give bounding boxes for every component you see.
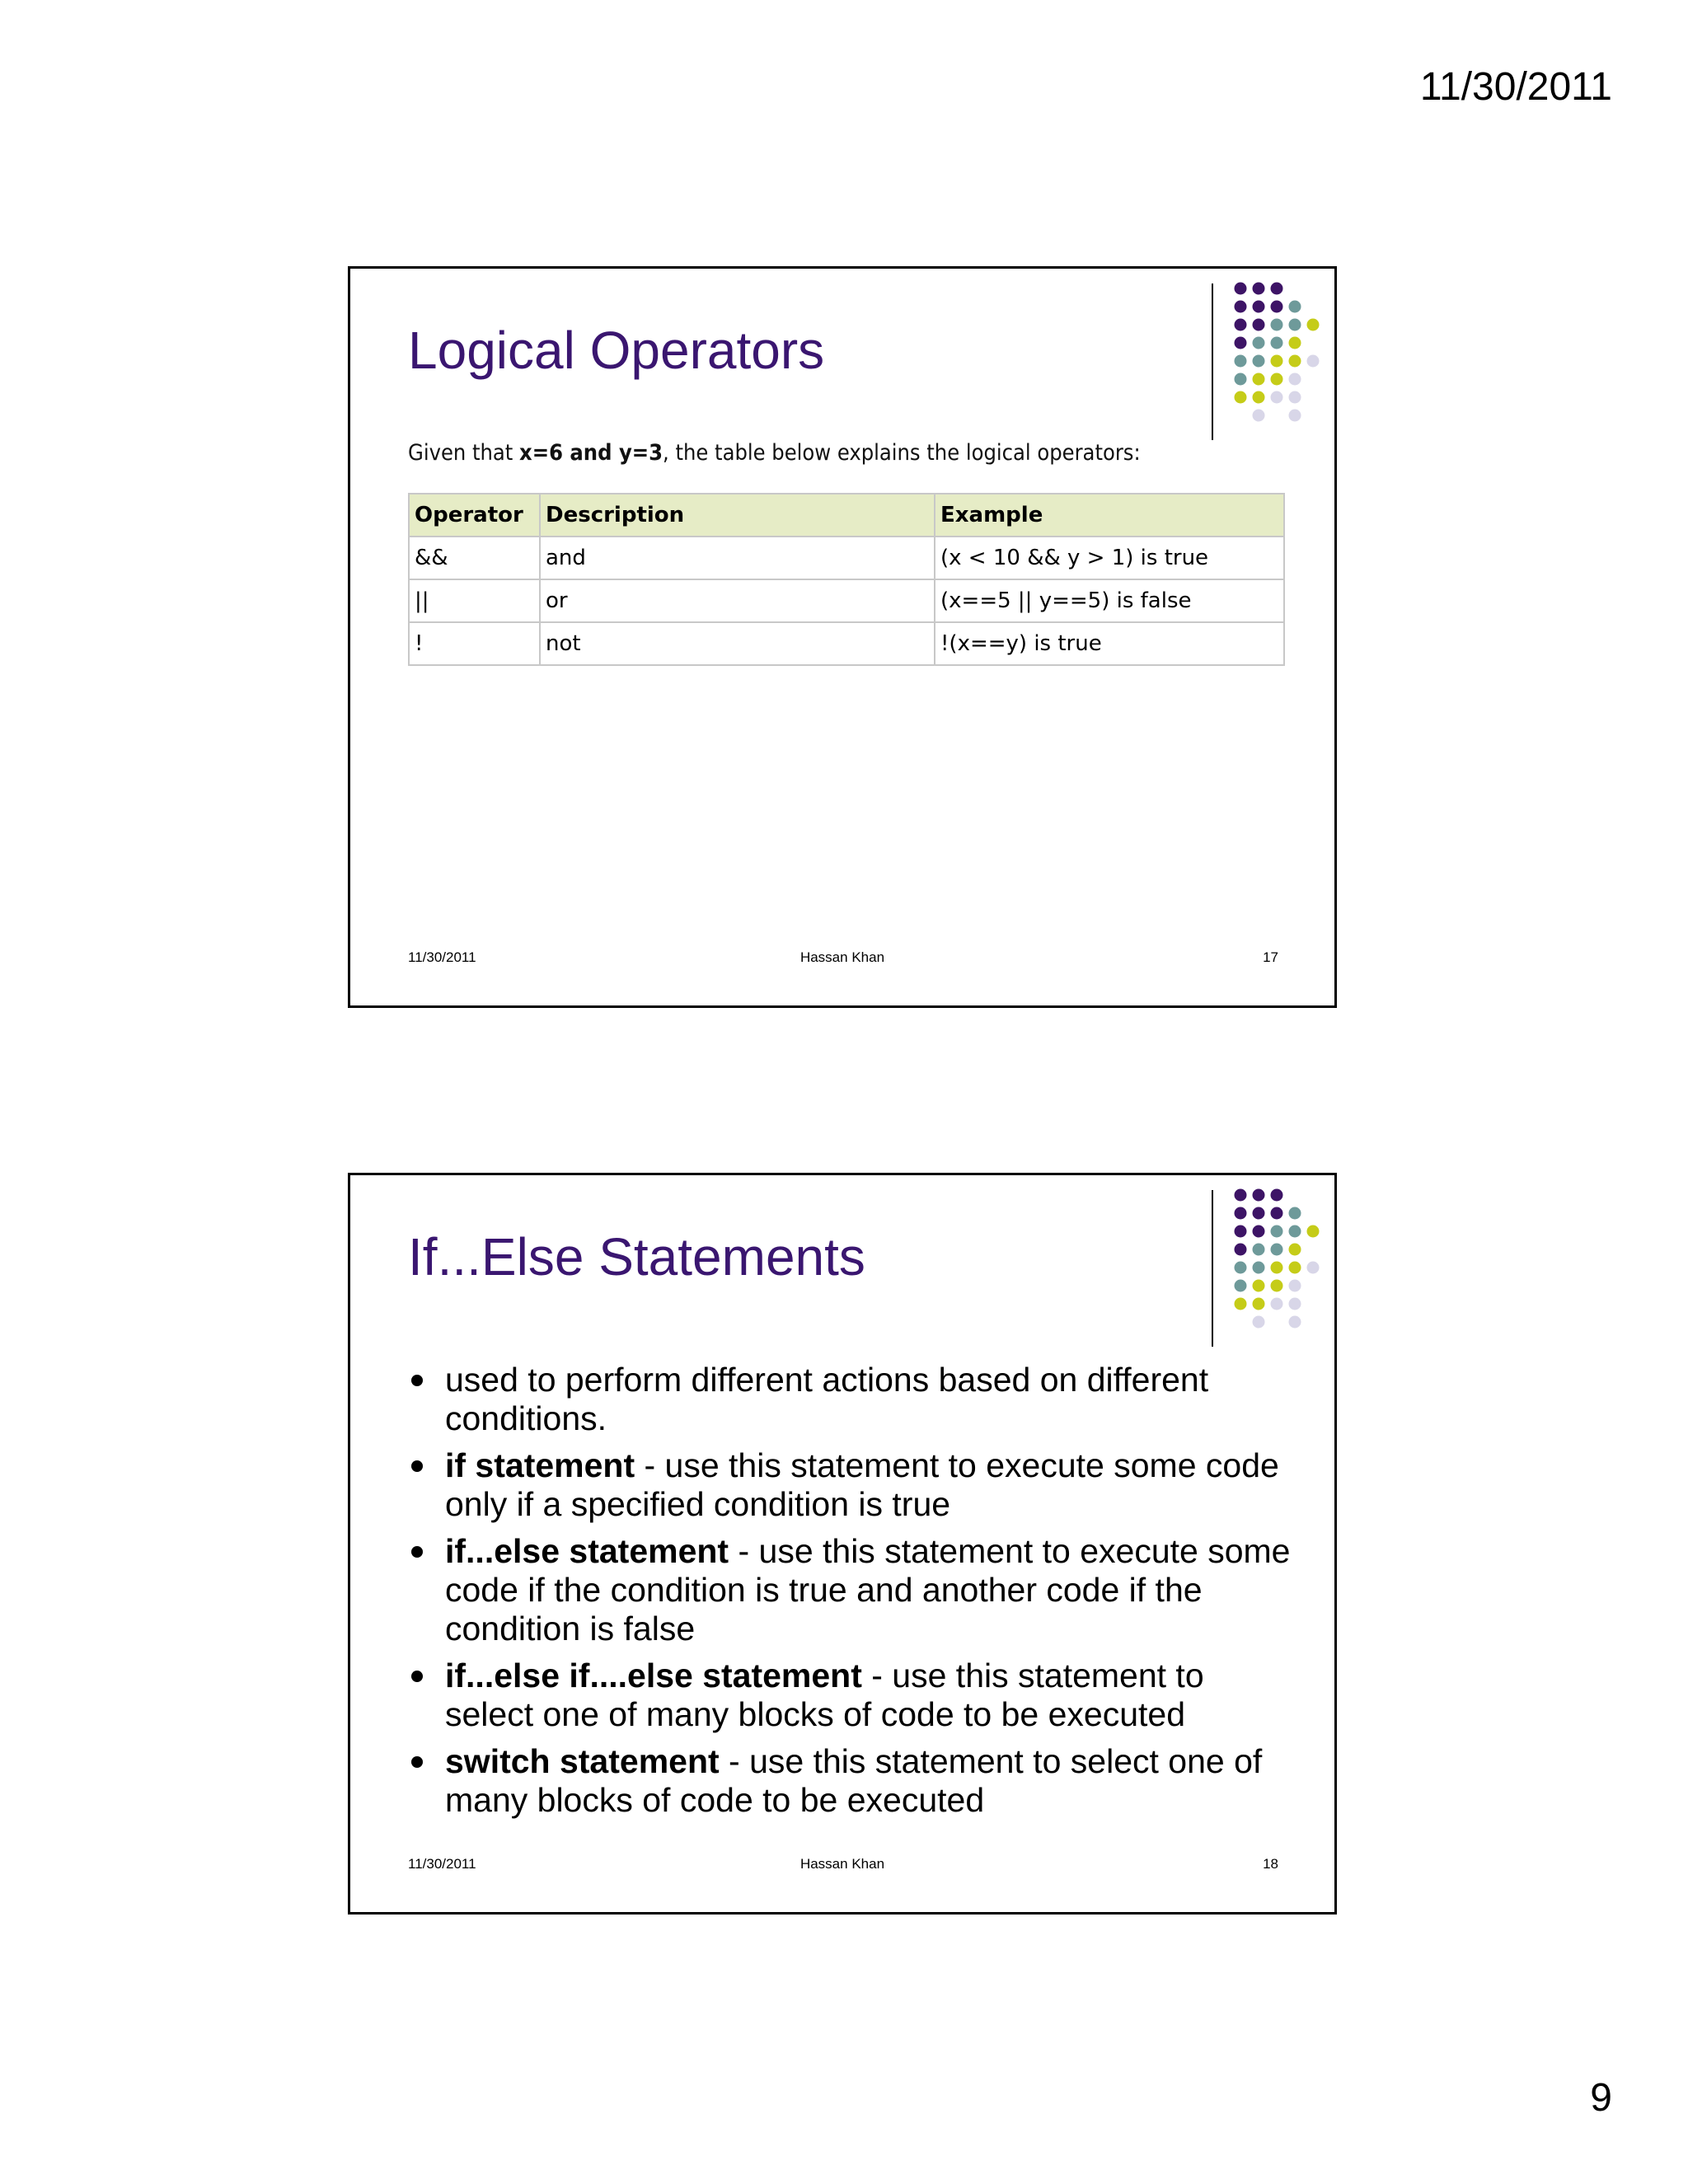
- decorative-dot: [1235, 1262, 1247, 1274]
- decorative-dot: [1253, 1207, 1265, 1220]
- decorative-dot: [1253, 1244, 1265, 1256]
- decorative-dot: [1307, 319, 1320, 331]
- decorative-dot: [1307, 355, 1320, 368]
- list-item: used to perform different actions based on different conditions.: [408, 1361, 1298, 1438]
- decorative-dot: [1271, 1262, 1283, 1274]
- page-number: 9: [1590, 2076, 1612, 2120]
- decorative-dot: [1235, 373, 1247, 386]
- decorative-dot: [1289, 1280, 1301, 1292]
- decorative-dot: [1235, 391, 1247, 404]
- decorative-dot: [1271, 1280, 1283, 1292]
- decorative-dot: [1253, 391, 1265, 404]
- decorative-dot: [1253, 337, 1265, 349]
- decorative-dot: [1289, 355, 1301, 368]
- decorative-dot: [1271, 391, 1283, 404]
- decorative-dot: [1235, 1189, 1247, 1202]
- decorative-dot: [1253, 355, 1265, 368]
- header-operator: Operator: [409, 494, 540, 537]
- decorative-dot: [1253, 1226, 1265, 1238]
- title-divider: [1212, 284, 1213, 440]
- footer-date: 11/30/2011: [408, 1856, 476, 1872]
- cell-example: !(x==y) is true: [935, 622, 1284, 665]
- header-description: Description: [540, 494, 935, 537]
- decorative-dot: [1289, 319, 1301, 331]
- header-example: Example: [935, 494, 1284, 537]
- table-row: [409, 579, 1284, 622]
- logical-operators-table: [408, 493, 1285, 666]
- decorative-dot: [1253, 283, 1265, 295]
- cell-operator: &&: [409, 537, 540, 579]
- decorative-dot: [1253, 373, 1265, 386]
- footer-slide-number: 17: [1263, 949, 1278, 965]
- cell-operator: ||: [409, 579, 540, 622]
- decorative-dot: [1271, 355, 1283, 368]
- decorative-dot: [1271, 1226, 1283, 1238]
- decorative-dot: [1271, 283, 1283, 295]
- list-item: if...else if....else statement - use this statement to select one of many blocks of code to be executed: [408, 1657, 1298, 1734]
- decorative-dot: [1289, 373, 1301, 386]
- decorative-dot: [1253, 1298, 1265, 1310]
- decorative-dot: [1289, 1244, 1301, 1256]
- table-row: [409, 622, 1284, 665]
- intro-text: Given that x=6 and y=3, the table below explains the logical operators:: [408, 440, 1141, 466]
- decorative-dot: [1235, 1207, 1247, 1220]
- list-item: if statement - use this statement to execute some code only if a specified condition is true: [408, 1446, 1298, 1524]
- decorative-dot: [1271, 301, 1283, 313]
- decorative-dot: [1307, 1262, 1320, 1274]
- decorative-dot: [1253, 1189, 1265, 1202]
- bullet-list: [408, 1361, 1298, 1828]
- table-row: [409, 537, 1284, 579]
- cell-description: and: [540, 537, 935, 579]
- decorative-dot-grid-icon: [1234, 282, 1333, 430]
- page-date: 11/30/2011: [1419, 65, 1612, 109]
- decorative-dot-grid-icon: [1234, 1188, 1333, 1337]
- decorative-dot: [1271, 337, 1283, 349]
- decorative-dot: [1253, 319, 1265, 331]
- slide-logical-operators: [348, 266, 1337, 1008]
- list-item: switch statement - use this statement to select one of many blocks of code to be executed: [408, 1742, 1298, 1820]
- title-divider: [1212, 1190, 1213, 1347]
- decorative-dot: [1253, 1262, 1265, 1274]
- decorative-dot: [1235, 319, 1247, 331]
- decorative-dot: [1235, 1226, 1247, 1238]
- decorative-dot: [1289, 391, 1301, 404]
- slide-title: Logical Operators: [408, 321, 825, 380]
- decorative-dot: [1289, 301, 1301, 313]
- decorative-dot: [1235, 1280, 1247, 1292]
- slide-if-else-statements: [348, 1173, 1337, 1915]
- decorative-dot: [1235, 337, 1247, 349]
- decorative-dot: [1253, 1280, 1265, 1292]
- decorative-dot: [1289, 1262, 1301, 1274]
- decorative-dot: [1289, 1207, 1301, 1220]
- cell-operator: !: [409, 622, 540, 665]
- slide-title: If...Else Statements: [408, 1227, 865, 1286]
- decorative-dot: [1289, 1316, 1301, 1329]
- decorative-dot: [1235, 1244, 1247, 1256]
- decorative-dot: [1271, 373, 1283, 386]
- decorative-dot: [1271, 1189, 1283, 1202]
- footer-slide-number: 18: [1263, 1856, 1278, 1872]
- decorative-dot: [1307, 1226, 1320, 1238]
- footer-author: Hassan Khan: [799, 949, 885, 965]
- decorative-dot: [1289, 410, 1301, 422]
- decorative-dot: [1235, 355, 1247, 368]
- cell-description: or: [540, 579, 935, 622]
- decorative-dot: [1253, 1316, 1265, 1329]
- cell-example: (x < 10 && y > 1) is true: [935, 537, 1284, 579]
- footer-date: 11/30/2011: [408, 949, 476, 965]
- decorative-dot: [1253, 301, 1265, 313]
- decorative-dot: [1235, 1298, 1247, 1310]
- cell-example: (x==5 || y==5) is false: [935, 579, 1284, 622]
- decorative-dot: [1271, 1298, 1283, 1310]
- footer-author: Hassan Khan: [799, 1856, 885, 1872]
- decorative-dot: [1289, 1226, 1301, 1238]
- decorative-dot: [1271, 1207, 1283, 1220]
- cell-description: not: [540, 622, 935, 665]
- decorative-dot: [1235, 301, 1247, 313]
- decorative-dot: [1271, 1244, 1283, 1256]
- decorative-dot: [1289, 337, 1301, 349]
- decorative-dot: [1253, 410, 1265, 422]
- decorative-dot: [1289, 1298, 1301, 1310]
- decorative-dot: [1235, 283, 1247, 295]
- table-header-row: [409, 494, 1284, 537]
- list-item: if...else statement - use this statement to execute some code if the condition is true and another code if the condition is false: [408, 1532, 1298, 1648]
- decorative-dot: [1271, 319, 1283, 331]
